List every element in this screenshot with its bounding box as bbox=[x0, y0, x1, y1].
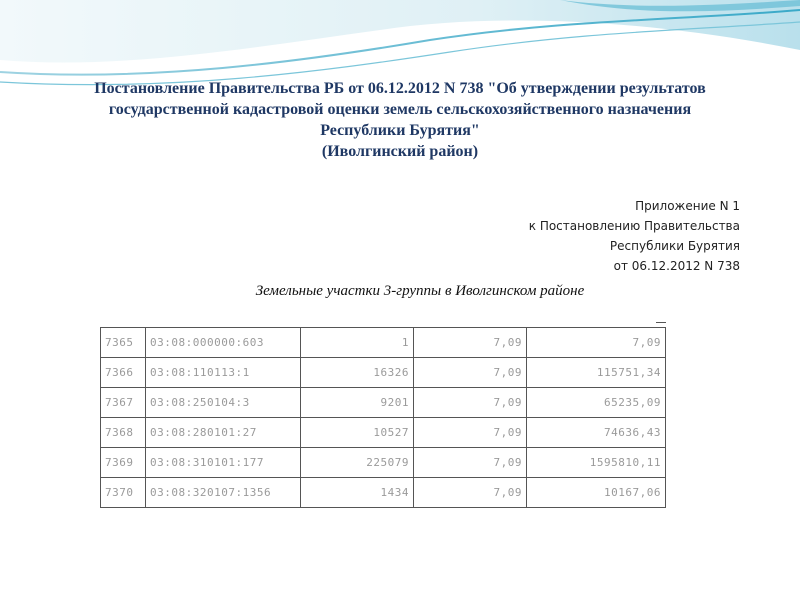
table-cell: 7,09 bbox=[414, 448, 527, 478]
table-row bbox=[101, 448, 666, 478]
table-cell: 9201 bbox=[301, 388, 414, 418]
table-cell: 7369 bbox=[101, 448, 146, 478]
table-cell: 10167,06 bbox=[527, 478, 666, 508]
table-cell: 03:08:310101:177 bbox=[146, 448, 301, 478]
table-cell: 7,09 bbox=[414, 358, 527, 388]
table-cell: 115751,34 bbox=[527, 358, 666, 388]
table-cell: 7,09 bbox=[414, 388, 527, 418]
table-cell: 7,09 bbox=[527, 328, 666, 358]
table-row bbox=[101, 478, 666, 508]
table-cell: 03:08:250104:3 bbox=[146, 388, 301, 418]
table-row bbox=[101, 328, 666, 358]
appendix-line: Республики Бурятия bbox=[609, 239, 740, 253]
table-cell: 7,09 bbox=[414, 328, 527, 358]
table-cell: 16326 bbox=[301, 358, 414, 388]
table-cell: 1 bbox=[301, 328, 414, 358]
table-cell: 7,09 bbox=[414, 478, 527, 508]
table-row bbox=[101, 388, 666, 418]
table-corner-mark bbox=[656, 322, 666, 323]
appendix-line: Приложение N 1 bbox=[635, 199, 740, 213]
table-cell: 7367 bbox=[101, 388, 146, 418]
table-cell: 1434 bbox=[301, 478, 414, 508]
table-caption: Земельные участки 3-группы в Иволгинском районе bbox=[255, 283, 585, 299]
table-cell: 65235,09 bbox=[527, 388, 666, 418]
table-cell: 10527 bbox=[301, 418, 414, 448]
table-cell: 03:08:110113:1 bbox=[146, 358, 301, 388]
table-cell: 74636,43 bbox=[527, 418, 666, 448]
table-cell: 7365 bbox=[101, 328, 146, 358]
table-cell: 03:08:000000:603 bbox=[146, 328, 301, 358]
table-cell: 7366 bbox=[101, 358, 146, 388]
table-cell: 7,09 bbox=[414, 418, 527, 448]
title-line: Республики Бурятия" bbox=[320, 122, 480, 139]
table-cell: 7368 bbox=[101, 418, 146, 448]
table-cell: 7370 bbox=[101, 478, 146, 508]
table-row bbox=[101, 358, 666, 388]
appendix-note bbox=[529, 196, 740, 276]
table-cell: 1595810,11 bbox=[527, 448, 666, 478]
table-row bbox=[101, 418, 666, 448]
title-line: Постановление Правительства РБ от 06.12.2012 N 738 "Об утверждении результатов bbox=[94, 80, 706, 97]
table-cell: 225079 bbox=[301, 448, 414, 478]
document-title bbox=[40, 78, 760, 162]
appendix-line: к Постановлению Правительства bbox=[528, 219, 740, 233]
table-cell: 03:08:280101:27 bbox=[146, 418, 301, 448]
appendix-line: от 06.12.2012 N 738 bbox=[613, 259, 740, 273]
title-line: государственной кадастровой оценки земель сельскохозяйственного назначения bbox=[108, 101, 692, 118]
title-subtitle: (Иволгинский район) bbox=[321, 143, 479, 160]
table-cell: 03:08:320107:1356 bbox=[146, 478, 301, 508]
